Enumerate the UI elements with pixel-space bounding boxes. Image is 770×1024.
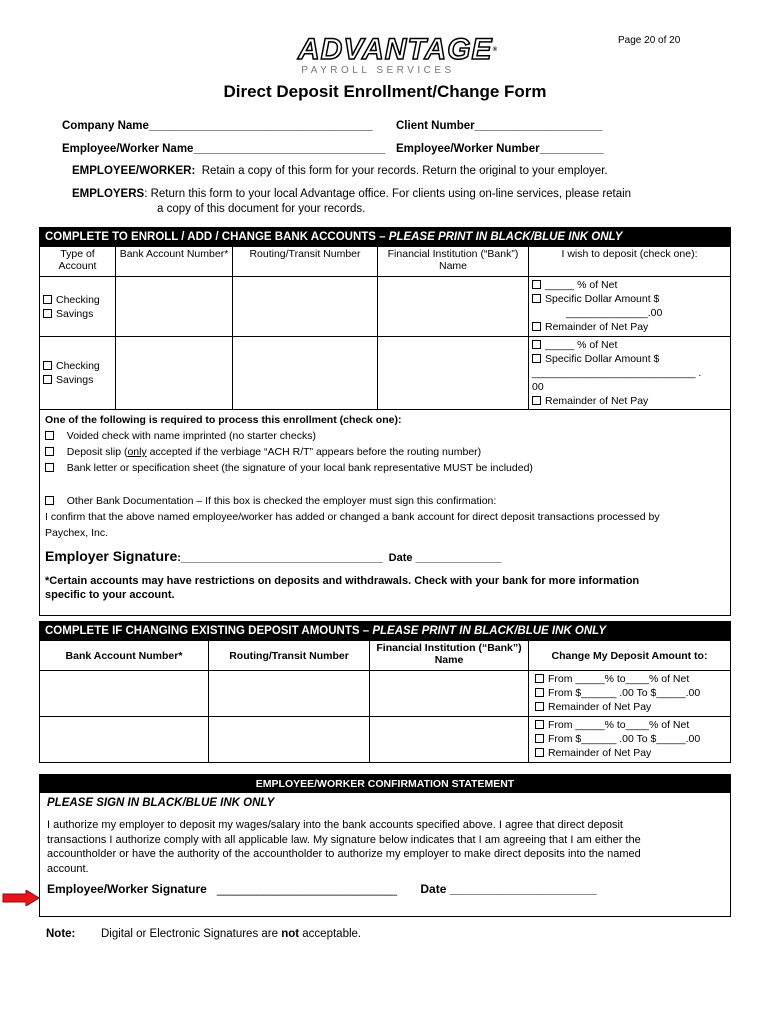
col-financial-institution: Financial Institution (“Bank”) Name (378, 247, 529, 277)
employee-date-field[interactable]: Date ______________________ (420, 882, 597, 896)
savings-label: Savings (56, 374, 94, 386)
remainder-label: Remainder of Net Pay (545, 321, 649, 333)
savings-option[interactable] (43, 373, 112, 387)
confirmation-box (39, 774, 731, 917)
dollar-label: Specific Dollar Amount $ (545, 293, 660, 305)
change-header (40, 622, 731, 641)
logo-subtitle: PAYROLL SERVICES (301, 65, 455, 76)
req-deposit-slip-only: only (127, 446, 147, 458)
red-arrow-icon (2, 890, 40, 906)
restrictions-note (45, 574, 725, 602)
col-deposit: I wish to deposit (check one): (529, 247, 731, 277)
note-text-c: acceptable. (299, 928, 362, 940)
from-dollar-label: From $______ .00 To $_____.00 (548, 687, 701, 699)
checking-label: Checking (56, 360, 100, 372)
checkbox-icon[interactable] (532, 354, 541, 363)
req-voided-check[interactable] (45, 428, 725, 444)
checkbox-icon[interactable] (45, 496, 54, 505)
col-routing: Routing/Transit Number (233, 247, 378, 277)
bank-name-input[interactable] (378, 277, 529, 337)
checkbox-icon[interactable] (43, 295, 52, 304)
pct-label: _____ % of Net (545, 279, 618, 291)
checking-option[interactable] (43, 293, 112, 307)
bank-name-input[interactable] (378, 337, 529, 410)
note-text-a: Digital or Electronic Signatures are (100, 928, 282, 940)
req-other-doc[interactable] (45, 493, 725, 509)
employers-text-2: a copy of this document for your records. (157, 203, 366, 215)
change-table (39, 621, 731, 763)
routing-input[interactable] (233, 337, 378, 410)
deposit-options-cell (529, 277, 731, 337)
req-deposit-slip[interactable] (45, 444, 725, 460)
col-routing: Routing/Transit Number (209, 641, 370, 671)
dollar-cents: 00 (532, 381, 544, 393)
confirm-text-2: Paychex, Inc. (45, 527, 109, 539)
pct-label: _____ % of Net (545, 339, 618, 351)
req-other-doc-label: Other Bank Documentation – If this box is checked the employer must sign this confirmation: (66, 495, 497, 507)
change-header-text: COMPLETE IF CHANGING EXISTING DEPOSIT AMOUNTS – (45, 625, 373, 637)
confirm-text-1: I confirm that the above named employee/worker has added or changed a bank account for direct deposit transactions processed by (45, 511, 660, 523)
routing-input[interactable] (233, 277, 378, 337)
bank-account-input[interactable] (116, 277, 233, 337)
requirements-title: One of the following is required to process this enrollment (check one): (45, 414, 402, 426)
account-type-cell (40, 337, 116, 410)
restrictions-note-1: *Certain accounts may have restrictions on deposits and withdrawals. Check with your bank for more information (45, 575, 640, 587)
savings-option[interactable] (43, 307, 112, 321)
checkbox-icon[interactable] (532, 322, 541, 331)
change-header-ink: PLEASE PRINT IN BLACK/BLUE INK ONLY (372, 625, 606, 637)
employee-name-field[interactable]: Employee/Worker Name______________________________ (62, 143, 386, 155)
pct-option[interactable] (532, 338, 727, 352)
employer-instructions (72, 188, 631, 200)
checkbox-icon[interactable] (45, 463, 54, 472)
authorization-text-2: transactions I authorize comply with all applicable law. My signature below indicates that I am agreeing that I am either the (47, 833, 641, 846)
employer-date-field[interactable]: Date ______________ (388, 552, 502, 564)
checkbox-icon[interactable] (535, 748, 544, 757)
req-deposit-slip-b: accepted if the verbiage “ACH R/T” appears before the routing number) (146, 446, 482, 458)
employee-instructions (72, 165, 608, 177)
authorization-text-4: account. (47, 862, 89, 875)
sign-ink-note: PLEASE SIGN IN BLACK/BLUE INK ONLY (47, 797, 275, 809)
checkbox-icon[interactable] (532, 340, 541, 349)
employee-signature-field[interactable]: ___________________________ (216, 882, 398, 896)
remainder-label: Remainder of Net Pay (545, 395, 649, 407)
note-label: Note: (46, 928, 76, 940)
remainder-option[interactable] (535, 746, 727, 760)
change-options-cell (529, 671, 731, 717)
enroll-table (39, 227, 731, 616)
checkbox-icon[interactable] (535, 702, 544, 711)
dollar-option[interactable] (532, 292, 727, 306)
from-pct-option[interactable] (535, 718, 727, 732)
col-change-amount: Change My Deposit Amount to: (529, 641, 731, 671)
routing-input[interactable] (209, 671, 370, 717)
from-dollar-label: From $______ .00 To $_____.00 (548, 733, 701, 745)
enroll-header-ink: PLEASE PRINT IN BLACK/BLUE INK ONLY (388, 231, 623, 243)
remainder-label: Remainder of Net Pay (548, 747, 652, 759)
checkbox-icon[interactable] (43, 375, 52, 384)
employee-instructions-text: Retain a copy of this form for your records. Return the original to your employer. (201, 165, 608, 177)
checking-option[interactable] (43, 359, 112, 373)
req-bank-letter-label: Bank letter or specification sheet (the signature of your local bank representative MUST be included) (66, 462, 533, 474)
remainder-option[interactable] (532, 394, 727, 408)
checkbox-icon[interactable] (532, 396, 541, 405)
from-pct-label: From _____% to____% of Net (548, 719, 690, 731)
dollar-amount-field[interactable]: ______________.00 (566, 307, 663, 319)
account-type-cell (40, 277, 116, 337)
dollar-amount-field[interactable]: ____________________________ . (532, 367, 702, 379)
authorization-text-3: accountholder or have the authority of the accountholder to authorize my employer to make direct deposits into the named (47, 848, 641, 860)
checking-label: Checking (56, 293, 100, 306)
employer-signature-label: Employer Signature (45, 548, 178, 564)
routing-input[interactable] (209, 717, 370, 763)
col-financial-institution: Financial Institution (“Bank”) Name (370, 641, 529, 671)
bank-account-input[interactable] (40, 717, 209, 763)
registered-mark: ® (492, 47, 498, 53)
dollar-option[interactable] (532, 352, 727, 366)
change-options-cell (529, 717, 731, 763)
checkbox-icon[interactable] (45, 431, 54, 440)
requirements-cell (40, 410, 731, 616)
col-bank-account: Bank Account Number* (116, 247, 233, 277)
checkbox-icon[interactable] (532, 280, 541, 289)
enroll-header (40, 228, 731, 247)
from-pct-option[interactable] (535, 672, 727, 686)
bank-account-input[interactable] (116, 337, 233, 410)
authorization-text-1: I authorize my employer to deposit my wages/salary into the bank accounts specified above. I agree that direct deposit (47, 819, 623, 831)
col-type-of-account: Type of Account (40, 247, 116, 277)
req-bank-letter[interactable] (45, 460, 725, 476)
employee-signature-row (47, 882, 723, 896)
enroll-header-text: COMPLETE TO ENROLL / ADD / CHANGE BANK ACCOUNTS – (45, 231, 389, 243)
from-dollar-option[interactable] (535, 686, 727, 700)
form-title: Direct Deposit Enrollment/Change Form (223, 82, 547, 101)
checkbox-icon[interactable] (43, 361, 52, 370)
checkbox-icon[interactable] (532, 294, 541, 303)
client-number-field[interactable]: Client Number____________________ (396, 120, 603, 132)
deposit-options-cell (529, 337, 731, 410)
checkbox-icon[interactable] (535, 674, 544, 683)
checkbox-icon[interactable] (45, 447, 54, 456)
advantage-logo (298, 33, 498, 76)
logo-wordmark: ADVANTAGE (298, 33, 493, 66)
req-voided-check-label: Voided check with name imprinted (no starter checks) (66, 430, 316, 442)
employers-text-1: : Return this form to your local Advantage office. For clients using on-line services, please retain (144, 188, 632, 200)
dollar-label: Specific Dollar Amount $ (545, 353, 660, 365)
employee-label: EMPLOYEE/WORKER: (72, 165, 196, 177)
remainder-option[interactable] (535, 700, 727, 714)
employee-signature-label: Employee/Worker Signature (47, 882, 207, 896)
checkbox-icon[interactable] (43, 309, 52, 318)
checkbox-icon[interactable] (535, 720, 544, 729)
col-bank-account: Bank Account Number* (40, 641, 209, 671)
bank-account-input[interactable] (40, 671, 209, 717)
from-pct-label: From _____% to____% of Net (548, 673, 690, 685)
pct-option[interactable] (532, 278, 727, 292)
req-deposit-slip-a: Deposit slip ( (66, 446, 128, 458)
savings-label: Savings (56, 307, 94, 320)
confirmation-header: EMPLOYEE/WORKER CONFIRMATION STATEMENT (40, 775, 730, 793)
authorization-text (47, 818, 723, 876)
employer-signature-row (45, 548, 725, 564)
from-dollar-option[interactable] (535, 732, 727, 746)
restrictions-note-2: specific to your account. (45, 589, 175, 601)
company-name-field[interactable]: Company Name___________________________________ (62, 120, 373, 132)
employer-signature-field[interactable]: :_________________________________ (177, 552, 383, 564)
remainder-option[interactable] (532, 320, 727, 334)
bank-name-input[interactable] (370, 717, 529, 763)
employee-number-field[interactable]: Employee/Worker Number__________ (396, 143, 604, 155)
footer-note (46, 928, 361, 940)
checkbox-icon[interactable] (535, 734, 544, 743)
bank-name-input[interactable] (370, 671, 529, 717)
page-number: Page 20 of 20 (618, 35, 681, 46)
remainder-label: Remainder of Net Pay (548, 701, 652, 713)
note-text-not: not (281, 928, 300, 940)
employers-label: EMPLOYERS (72, 188, 145, 200)
checkbox-icon[interactable] (535, 688, 544, 697)
